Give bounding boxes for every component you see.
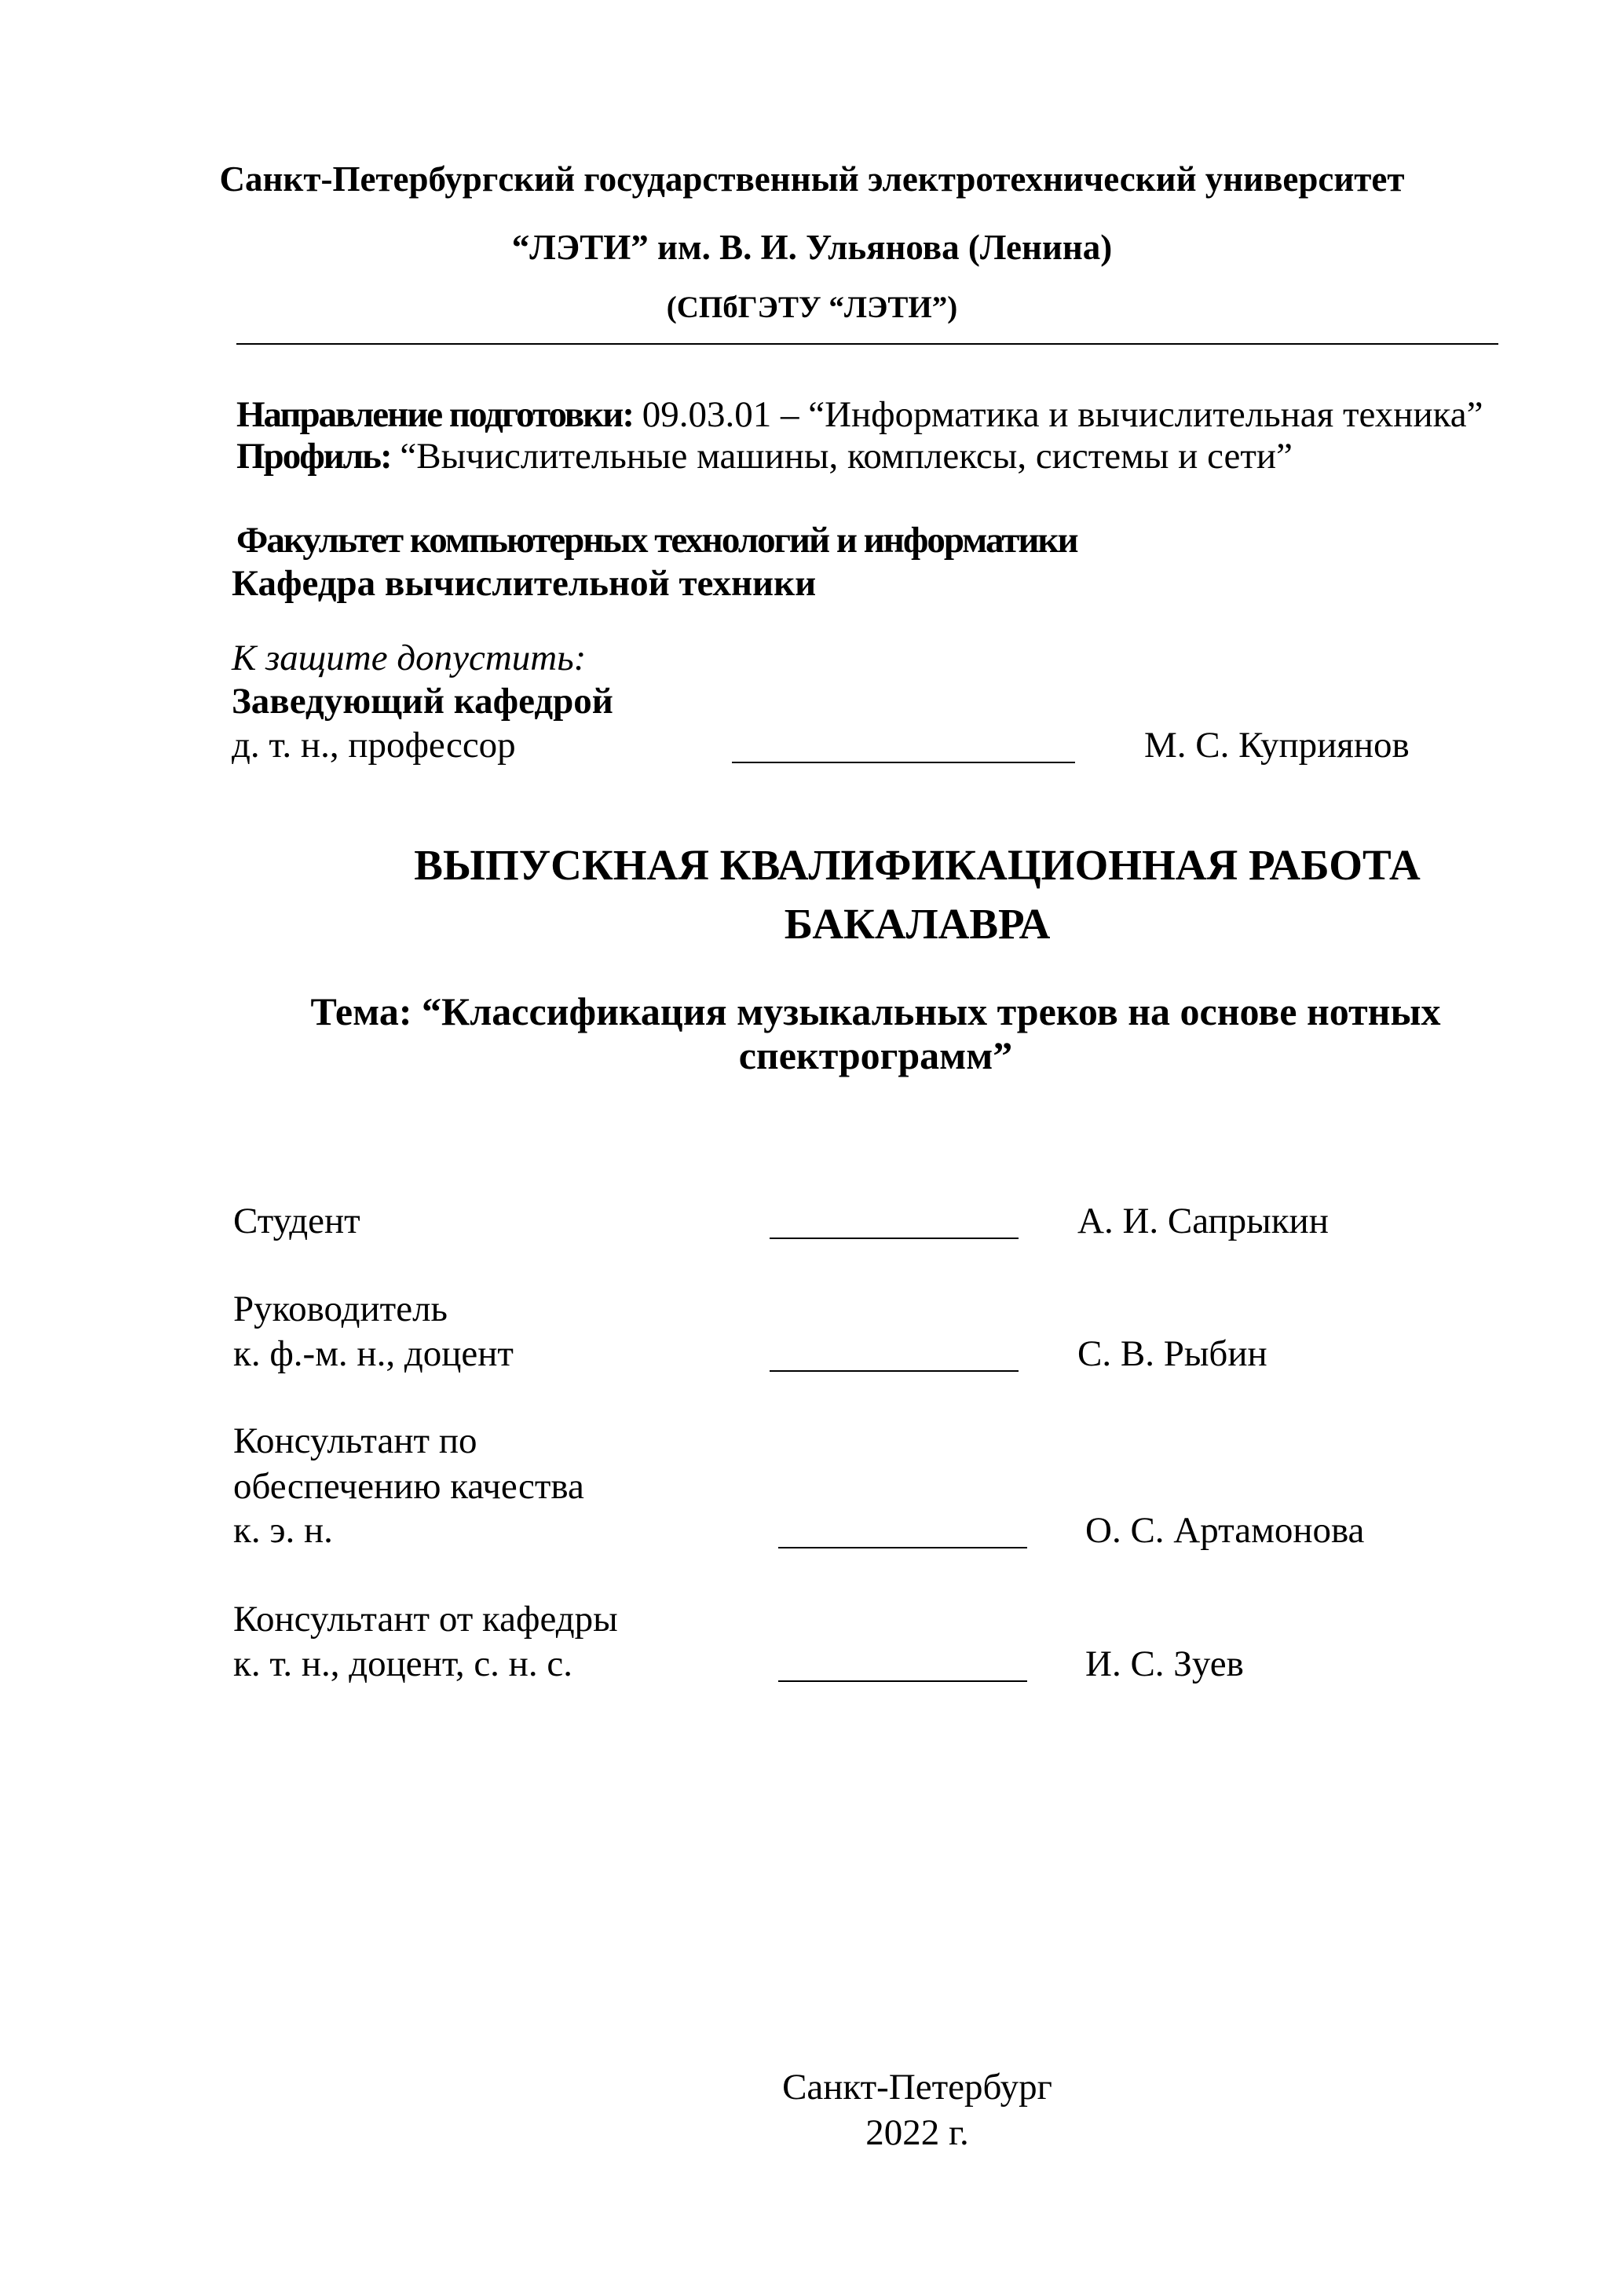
signature-line xyxy=(778,1547,1027,1548)
document-title-line2: БАКАЛАВРА xyxy=(784,900,1051,948)
department: Кафедра вычислительной техники xyxy=(232,563,817,604)
university-name: Санкт-Петербургский государственный электротехнический университет xyxy=(219,159,1405,199)
signatory-name: И. С. Зуев xyxy=(1085,1643,1244,1684)
university-full-name: “ЛЭТИ” им. В. И. Ульянова (Ленина) xyxy=(511,228,1113,267)
approval-degree: д. т. н., профессор xyxy=(232,725,516,766)
signatory-name: О. С. Артамонова xyxy=(1085,1510,1365,1551)
signatory-name: А. И. Сапрыкин xyxy=(1077,1201,1329,1241)
signatory-degree: к. э. н. xyxy=(233,1510,333,1551)
signatory-role: Студент xyxy=(233,1201,360,1241)
signatory-name: С. В. Рыбин xyxy=(1077,1333,1267,1374)
signatory-degree: к. т. н., доцент, с. н. с. xyxy=(233,1643,572,1684)
profile-value: “Вычислительные машины, комплексы, системы и сети” xyxy=(390,436,1293,477)
signatory-role: Консультант по xyxy=(233,1420,477,1461)
signature-line xyxy=(778,1680,1027,1682)
faculty: Факультет компьютерных технологий и информатики xyxy=(236,520,1077,561)
approval-role: Заведующий кафедрой xyxy=(232,681,613,722)
university-abbreviation: (СПбГЭТУ “ЛЭТИ”) xyxy=(666,291,958,324)
direction-line xyxy=(236,394,1483,435)
signature-line xyxy=(770,1370,1019,1372)
signature-line xyxy=(732,762,1075,763)
approval-caption: К защите допустить: xyxy=(232,638,587,678)
signatory-role: Консультант от кафедры xyxy=(233,1599,618,1640)
profile-label: Профиль: xyxy=(236,436,391,477)
direction-value: 09.03.01 – “Информатика и вычислительная техника” xyxy=(632,394,1483,435)
document-title-line1: ВЫПУСКНАЯ КВАЛИФИКАЦИОННАЯ РАБОТА xyxy=(414,841,1421,889)
signature-line xyxy=(770,1238,1019,1239)
header-divider xyxy=(236,343,1498,345)
profile-line xyxy=(236,438,1293,475)
signatory-degree: к. ф.-м. н., доцент xyxy=(233,1333,514,1374)
approval-name: М. С. Куприянов xyxy=(1144,725,1410,766)
direction-label: Направление подготовки: xyxy=(236,394,633,435)
signatory-role-cont: обеспечению качества xyxy=(233,1466,584,1507)
signatory-role: Руководитель xyxy=(233,1289,448,1329)
footer-year: 2022 г. xyxy=(865,2112,969,2153)
theme-line1: Тема: “Классификация музыкальных треков на основе нотных xyxy=(310,989,1441,1033)
footer-city: Санкт-Петербург xyxy=(782,2067,1052,2108)
theme-line2: спектрограмм” xyxy=(738,1033,1013,1077)
